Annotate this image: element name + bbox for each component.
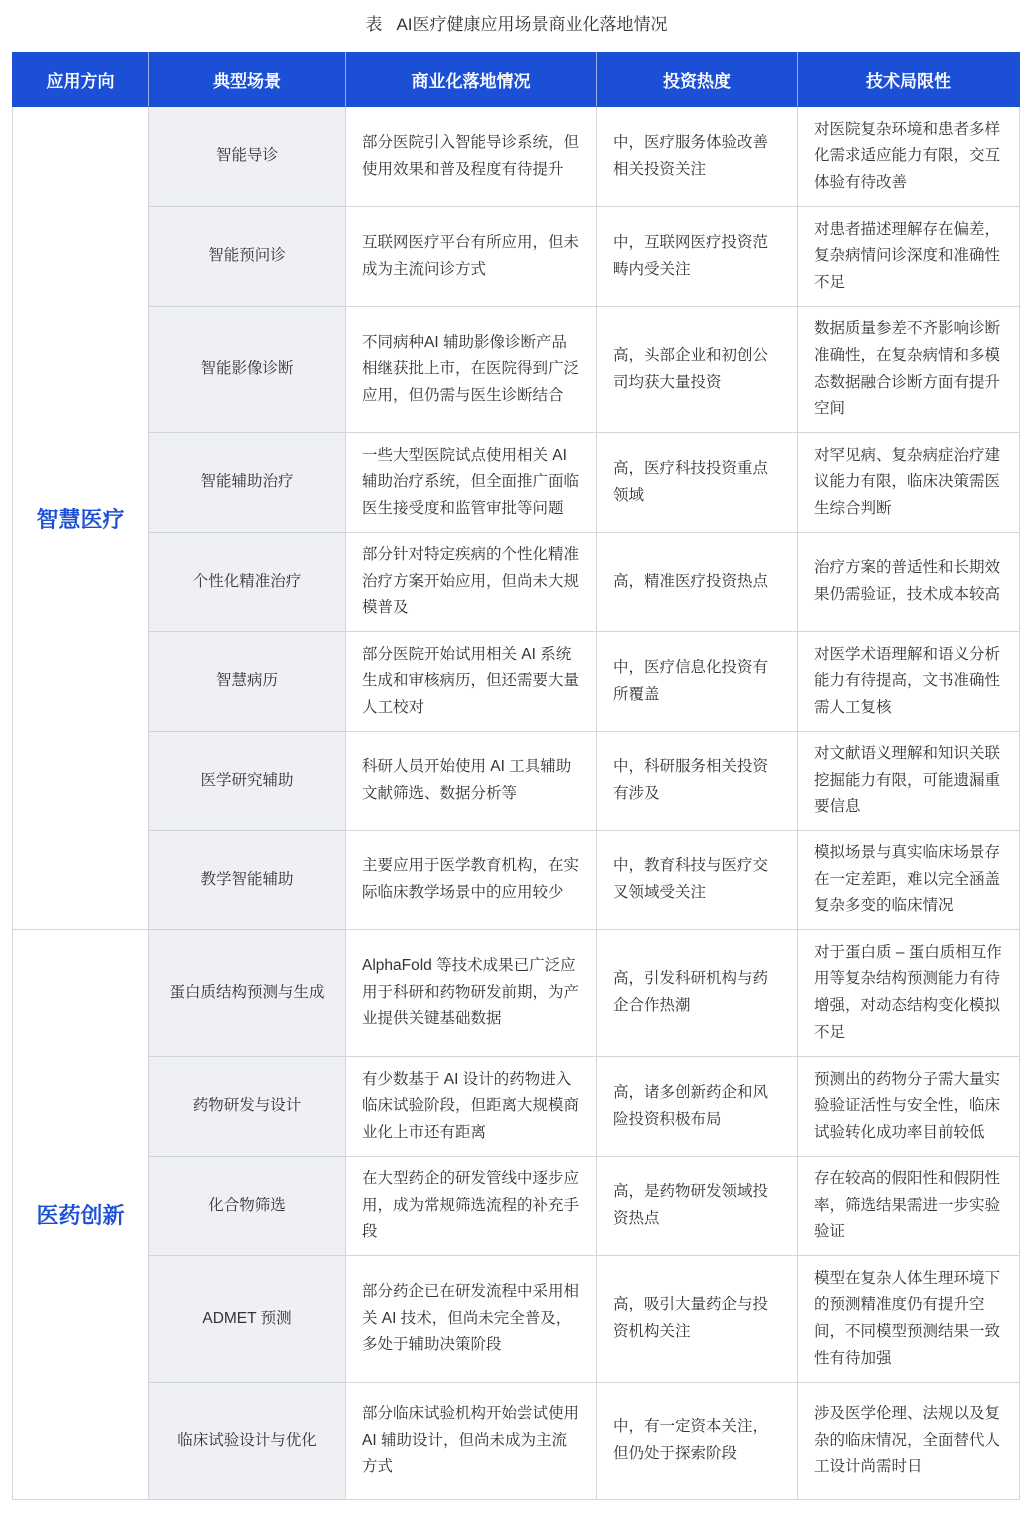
investment-cell <box>597 533 798 632</box>
scene-cell <box>149 1383 346 1500</box>
investment-text: 高，引发科研机构与药企合作热潮 <box>613 970 769 1014</box>
limitation-cell <box>798 732 1020 831</box>
investment-cell <box>597 831 798 930</box>
header-scene-text: 典型场景 <box>213 71 281 91</box>
investment-text: 中，医疗服务体验改善相关投资关注 <box>613 133 769 178</box>
commercialization-cell <box>346 1157 597 1256</box>
limitation-text: 预测出的药物分子需大量实验验证活性与安全性，临床试验转化成功率目前较低 <box>814 1070 1001 1141</box>
scene-cell <box>149 930 346 1057</box>
investment-cell <box>597 207 798 307</box>
limitation-cell <box>798 632 1020 732</box>
commercialization-text: AlphaFold 等技术成果已广泛应用于科研和药物研发前期，为产业提供关键基础数据 <box>362 957 580 1028</box>
limitation-cell <box>798 1383 1020 1500</box>
commercialization-text: 主要应用于医学教育机构，在实际临床教学场景中的应用较少 <box>362 857 580 901</box>
limitation-cell <box>798 930 1020 1057</box>
limitation-text: 数据质量参差不齐影响诊断准确性，在复杂病情和多模态数据融合诊断方面有提升空间 <box>814 320 1001 418</box>
investment-cell <box>597 107 798 207</box>
investment-text: 中，科研服务相关投资有涉及 <box>613 758 769 802</box>
investment-cell <box>597 433 798 533</box>
commercialization-cell <box>346 1256 597 1383</box>
commercialization-text: 部分医院开始试用相关 AI 系统生成和审核病历，但还需要大量人工校对 <box>362 645 580 716</box>
scene-cell <box>149 433 346 533</box>
limitation-cell <box>798 107 1020 207</box>
limitation-cell <box>798 433 1020 533</box>
investment-text: 高，头部企业和初创公司均获大量投资 <box>613 346 769 391</box>
limitation-text: 存在较高的假阳性和假阴性率，筛选结果需进一步实验验证 <box>814 1170 1001 1241</box>
scene-cell <box>149 632 346 732</box>
commercialization-text: 科研人员开始使用 AI 工具辅助文献筛选、数据分析等 <box>362 758 572 802</box>
commercialization-text: 互联网医疗平台有所应用，但未成为主流问诊方式 <box>362 233 580 278</box>
commercialization-text: 不同病种AI 辅助影像诊断产品相继获批上市，在医院得到广泛应用，但仍需与医生诊断结合 <box>362 333 580 404</box>
investment-cell <box>597 632 798 732</box>
investment-cell <box>597 930 798 1057</box>
limitation-cell <box>798 533 1020 632</box>
commercialization-text: 部分医院引入智能导诊系统，但使用效果和普及程度有待提升 <box>362 133 580 178</box>
header-direction-text: 应用方向 <box>46 71 115 91</box>
limitation-text: 对罕见病、复杂病症治疗建议能力有限，临床决策需医生综合判断 <box>814 446 1001 517</box>
scene-text: 化合物筛选 <box>208 1196 286 1214</box>
commercialization-cell <box>346 533 597 632</box>
investment-cell <box>597 1057 798 1157</box>
limitation-text: 模拟场景与真实临床场景存在一定差距，难以完全涵盖复杂多变的临床情况 <box>814 844 1001 915</box>
group-smart-healthcare <box>12 107 149 930</box>
header-limitation <box>798 52 1020 107</box>
scene-cell <box>149 307 346 433</box>
limitation-cell <box>798 831 1020 930</box>
investment-cell <box>597 307 798 433</box>
limitation-cell <box>798 307 1020 433</box>
scene-cell <box>149 732 346 831</box>
commercialization-cell <box>346 107 597 207</box>
scene-text: 智慧病历 <box>215 672 278 690</box>
scene-text: 智能预问诊 <box>208 247 286 265</box>
scene-cell <box>149 1057 346 1157</box>
limitation-text: 对文献语义理解和知识关联挖掘能力有限，可能遗漏重要信息 <box>814 745 1001 816</box>
investment-cell <box>597 1383 798 1500</box>
limitation-cell <box>798 1256 1020 1383</box>
commercialization-table <box>12 52 1020 1500</box>
scene-text: 药物研发与设计 <box>192 1097 302 1115</box>
group-pharma-innovation <box>12 930 149 1500</box>
table-caption <box>0 13 1033 37</box>
investment-text: 高，诸多创新药企和风险投资积极布局 <box>613 1083 769 1128</box>
caption-label: 表 <box>365 15 383 34</box>
limitation-text: 对医院复杂环境和患者多样化需求适应能力有限，交互体验有待改善 <box>814 120 1001 191</box>
commercialization-text: 有少数基于 AI 设计的药物进入临床试验阶段，但距离大规模商业化上市还有距离 <box>362 1070 580 1141</box>
investment-text: 中，有一定资本关注，但仍处于探索阶段 <box>613 1418 769 1462</box>
commercialization-cell <box>346 1057 597 1157</box>
scene-cell <box>149 1157 346 1256</box>
limitation-text: 对患者描述理解存在偏差，复杂病情问诊深度和准确性不足 <box>814 220 1001 291</box>
investment-text: 高，精准医疗投资热点 <box>613 572 769 590</box>
limitation-cell <box>798 1157 1020 1256</box>
scene-text: 智能辅助治疗 <box>200 473 294 491</box>
scene-cell <box>149 831 346 930</box>
commercialization-cell <box>346 307 597 433</box>
commercialization-text: 一些大型医院试点使用相关 AI 辅助治疗系统，但全面推广面临医生接受度和监管审批等问题 <box>362 446 580 517</box>
commercialization-cell <box>346 732 597 831</box>
scene-cell <box>149 207 346 307</box>
commercialization-cell <box>346 1383 597 1500</box>
header-investment-text: 投资热度 <box>663 71 731 91</box>
scene-text: 蛋白质结构预测与生成 <box>169 983 325 1001</box>
commercialization-cell <box>346 930 597 1057</box>
commercialization-text: 部分临床试验机构开始尝试使用 AI 辅助设计，但尚未成为主流方式 <box>362 1405 580 1476</box>
investment-cell <box>597 732 798 831</box>
header-commercialization-text: 商业化落地情况 <box>411 71 531 91</box>
commercialization-cell <box>346 433 597 533</box>
header-direction <box>12 52 149 107</box>
group-label: 医药创新 <box>36 1203 125 1228</box>
scene-cell <box>149 533 346 632</box>
limitation-cell <box>798 1057 1020 1157</box>
commercialization-text: 在大型药企的研发管线中逐步应用，成为常规筛选流程的补充手段 <box>362 1170 580 1241</box>
scene-text: 医学研究辅助 <box>200 771 294 789</box>
investment-text: 高，吸引大量药企与投资机构关注 <box>613 1296 769 1340</box>
scene-text: ADMET 预测 <box>202 1309 292 1327</box>
limitation-text: 治疗方案的普适性和长期效果仍需验证，技术成本较高 <box>814 559 1001 603</box>
investment-text: 中，互联网医疗投资范畴内受关注 <box>613 233 769 278</box>
header-scene <box>149 52 346 107</box>
scene-text: 智能影像诊断 <box>200 360 294 378</box>
commercialization-text: 部分针对特定疾病的个性化精准治疗方案开始应用，但尚未大规模普及 <box>362 546 580 617</box>
limitation-text: 对医学术语理解和语义分析能力有待提高，文书准确性需人工复核 <box>814 645 1001 716</box>
scene-text: 智能导诊 <box>215 147 278 165</box>
header-investment <box>597 52 798 107</box>
group-label: 智慧医疗 <box>36 506 125 532</box>
commercialization-cell <box>346 207 597 307</box>
limitation-text: 模型在复杂人体生理环境下的预测精准度仍有提升空间，不同模型预测结果一致性有待加强 <box>814 1269 1001 1367</box>
scene-cell <box>149 107 346 207</box>
commercialization-text: 部分药企已在研发流程中采用相关 AI 技术，但尚未完全普及，多处于辅助决策阶段 <box>362 1283 580 1354</box>
scene-cell <box>149 1256 346 1383</box>
commercialization-cell <box>346 632 597 732</box>
scene-text: 教学智能辅助 <box>200 870 294 888</box>
limitation-text: 涉及医学伦理、法规以及复杂的临床情况，全面替代人工设计尚需时日 <box>814 1405 1001 1476</box>
limitation-cell <box>798 207 1020 307</box>
investment-text: 高，医疗科技投资重点领域 <box>613 459 769 504</box>
header-limitation-text: 技术局限性 <box>866 71 951 91</box>
investment-text: 高，是药物研发领域投资热点 <box>613 1183 769 1227</box>
investment-cell <box>597 1157 798 1256</box>
scene-text: 临床试验设计与优化 <box>177 1431 317 1449</box>
commercialization-cell <box>346 831 597 930</box>
scene-text: 个性化精准治疗 <box>192 572 302 590</box>
investment-text: 中，医疗信息化投资有所覆盖 <box>613 658 769 703</box>
caption-title: AI医疗健康应用场景商业化落地情况 <box>396 15 668 34</box>
limitation-text: 对于蛋白质 – 蛋白质相互作用等复杂结构预测能力有待增强，对动态结构变化模拟不足 <box>814 943 1002 1041</box>
header-commercialization <box>346 52 597 107</box>
investment-text: 中，教育科技与医疗交叉领域受关注 <box>613 857 769 901</box>
investment-cell <box>597 1256 798 1383</box>
